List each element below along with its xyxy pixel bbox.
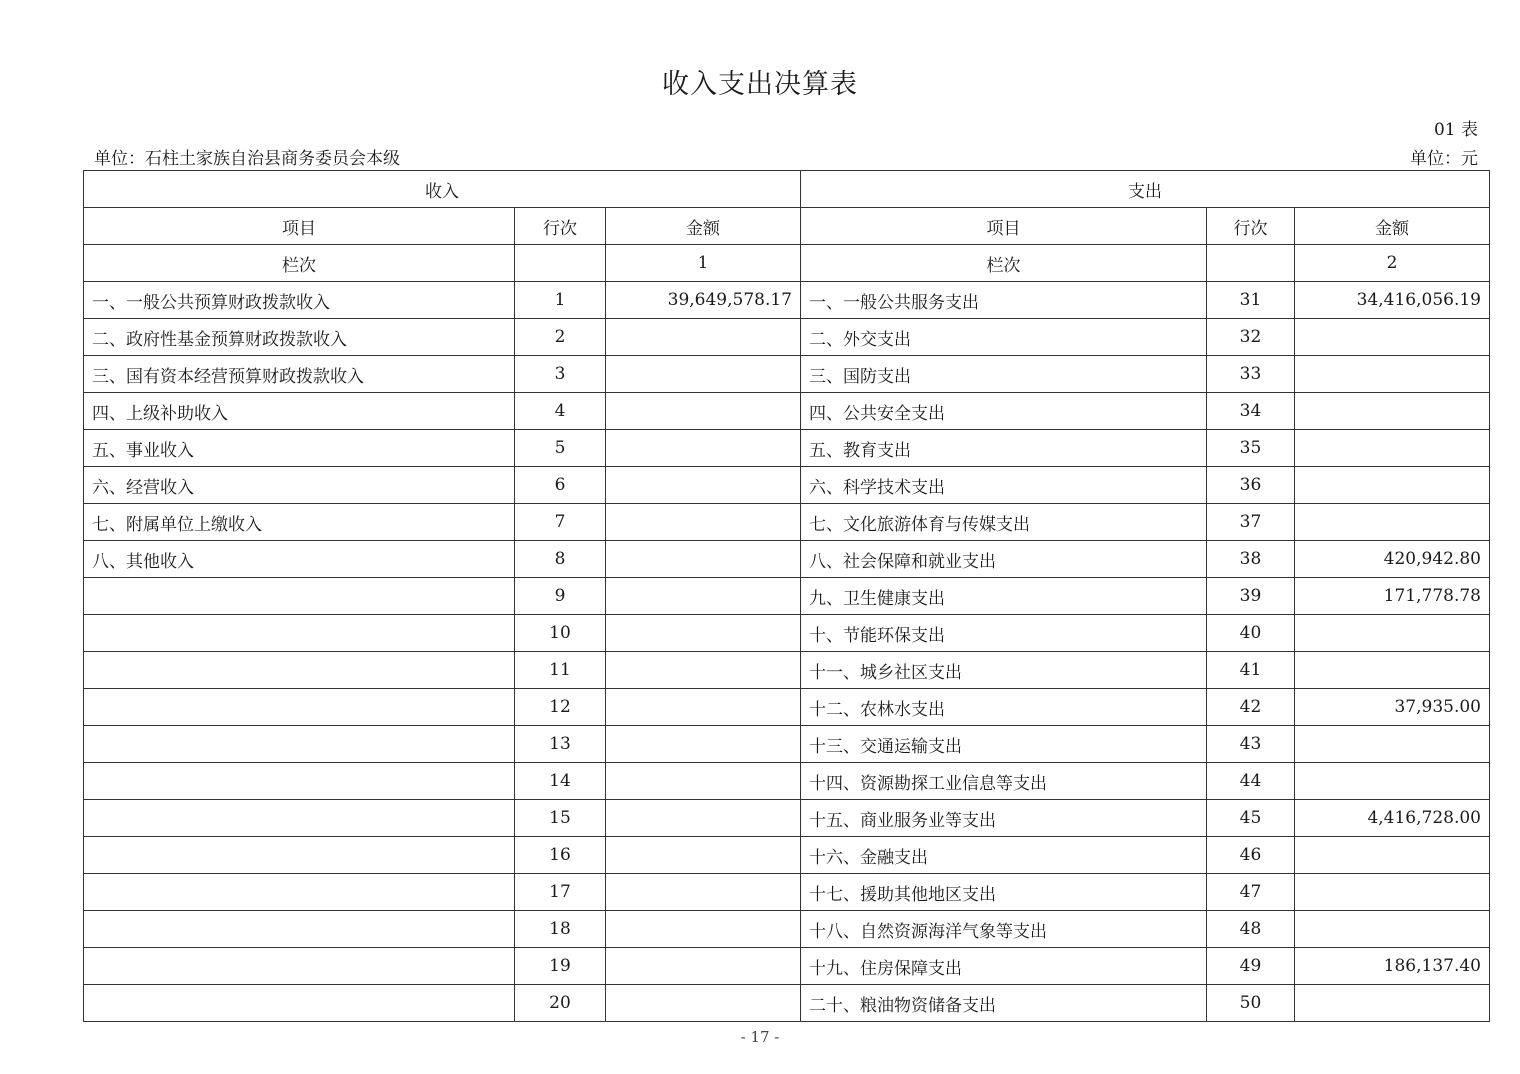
column-header-row bbox=[84, 208, 1490, 245]
income-item-cell: 五、事业收入 bbox=[84, 430, 515, 467]
income-amount-cell bbox=[606, 726, 801, 763]
expense-amount-cell: 34,416,056.19 bbox=[1295, 282, 1490, 319]
expense-row-no-cell: 31 bbox=[1207, 282, 1295, 319]
expense-item-cell: 十一、城乡社区支出 bbox=[801, 652, 1207, 689]
expense-row-no-cell: 44 bbox=[1207, 763, 1295, 800]
income-amount-cell bbox=[606, 874, 801, 911]
income-item-cell: 一、一般公共预算财政拨款收入 bbox=[84, 282, 515, 319]
income-row-no-cell: 16 bbox=[515, 837, 606, 874]
expense-item-cell: 十五、商业服务业等支出 bbox=[801, 800, 1207, 837]
expense-amount-cell bbox=[1295, 652, 1490, 689]
income-amount-cell bbox=[606, 948, 801, 985]
income-expense-table bbox=[83, 170, 1490, 1022]
expense-amount-cell bbox=[1295, 356, 1490, 393]
income-item-cell: 三、国有资本经营预算财政拨款收入 bbox=[84, 356, 515, 393]
expense-amount-cell bbox=[1295, 837, 1490, 874]
income-amount-cell bbox=[606, 541, 801, 578]
expense-item-cell: 十八、自然资源海洋气象等支出 bbox=[801, 911, 1207, 948]
expense-row-no-cell: 38 bbox=[1207, 541, 1295, 578]
table-number: 01 表 bbox=[1433, 120, 1478, 140]
expense-column-label: 栏次 bbox=[801, 245, 1207, 282]
income-item-header: 项目 bbox=[84, 208, 515, 245]
expense-row-no-cell: 37 bbox=[1207, 504, 1295, 541]
expense-amount-cell bbox=[1295, 319, 1490, 356]
expense-amount-cell bbox=[1295, 763, 1490, 800]
income-item-cell bbox=[84, 726, 515, 763]
income-row-no-cell: 3 bbox=[515, 356, 606, 393]
income-amount-cell bbox=[606, 578, 801, 615]
income-item-cell: 二、政府性基金预算财政拨款收入 bbox=[84, 319, 515, 356]
table-row bbox=[84, 541, 1490, 578]
income-amount-cell bbox=[606, 467, 801, 504]
expense-amount-cell bbox=[1295, 911, 1490, 948]
income-row-no-cell: 10 bbox=[515, 615, 606, 652]
table-row bbox=[84, 615, 1490, 652]
expense-section-header: 支出 bbox=[801, 171, 1490, 208]
income-item-cell bbox=[84, 615, 515, 652]
expense-item-cell: 十三、交通运输支出 bbox=[801, 726, 1207, 763]
expense-item-cell: 十、节能环保支出 bbox=[801, 615, 1207, 652]
income-amount-cell bbox=[606, 356, 801, 393]
income-row-no-cell: 11 bbox=[515, 652, 606, 689]
expense-amount-cell bbox=[1295, 467, 1490, 504]
table-row bbox=[84, 282, 1490, 319]
expense-amount-cell bbox=[1295, 430, 1490, 467]
expense-row-no-cell: 45 bbox=[1207, 800, 1295, 837]
income-item-cell bbox=[84, 689, 515, 726]
income-amount-cell bbox=[606, 689, 801, 726]
income-row-no-cell: 17 bbox=[515, 874, 606, 911]
income-amount-cell bbox=[606, 319, 801, 356]
table-row bbox=[84, 911, 1490, 948]
expense-amount-cell: 37,935.00 bbox=[1295, 689, 1490, 726]
expense-row-no-cell: 47 bbox=[1207, 874, 1295, 911]
income-amount-cell bbox=[606, 393, 801, 430]
expense-amount-cell: 186,137.40 bbox=[1295, 948, 1490, 985]
income-item-cell: 八、其他收入 bbox=[84, 541, 515, 578]
income-column-label: 栏次 bbox=[84, 245, 515, 282]
table-row bbox=[84, 393, 1490, 430]
expense-amount-header: 金额 bbox=[1295, 208, 1490, 245]
expense-row-no-cell: 32 bbox=[1207, 319, 1295, 356]
table-row bbox=[84, 430, 1490, 467]
income-column-blank bbox=[515, 245, 606, 282]
unit-organization: 单位：石柱土家族自治县商务委员会本级 bbox=[94, 149, 400, 169]
table-row bbox=[84, 578, 1490, 615]
income-amount-cell bbox=[606, 911, 801, 948]
expense-item-cell: 六、科学技术支出 bbox=[801, 467, 1207, 504]
expense-item-cell: 一、一般公共服务支出 bbox=[801, 282, 1207, 319]
income-row-no-cell: 12 bbox=[515, 689, 606, 726]
expense-row-no-cell: 40 bbox=[1207, 615, 1295, 652]
expense-row-no-cell: 50 bbox=[1207, 985, 1295, 1022]
income-amount-cell: 39,649,578.17 bbox=[606, 282, 801, 319]
income-row-no-cell: 2 bbox=[515, 319, 606, 356]
expense-item-cell: 三、国防支出 bbox=[801, 356, 1207, 393]
expense-amount-cell: 420,942.80 bbox=[1295, 541, 1490, 578]
expense-row-no-cell: 49 bbox=[1207, 948, 1295, 985]
expense-item-header: 项目 bbox=[801, 208, 1207, 245]
page-number: - 17 - bbox=[740, 1028, 780, 1046]
expense-amount-cell: 4,416,728.00 bbox=[1295, 800, 1490, 837]
income-amount-cell bbox=[606, 800, 801, 837]
income-item-cell bbox=[84, 985, 515, 1022]
table-row bbox=[84, 689, 1490, 726]
expense-amount-cell bbox=[1295, 393, 1490, 430]
expense-column-number: 2 bbox=[1295, 245, 1490, 282]
expense-item-cell: 十二、农林水支出 bbox=[801, 689, 1207, 726]
expense-amount-cell: 171,778.78 bbox=[1295, 578, 1490, 615]
expense-item-cell: 二、外交支出 bbox=[801, 319, 1207, 356]
income-item-cell: 七、附属单位上缴收入 bbox=[84, 504, 515, 541]
expense-row-no-cell: 48 bbox=[1207, 911, 1295, 948]
income-row-no-cell: 1 bbox=[515, 282, 606, 319]
income-row-no-header: 行次 bbox=[515, 208, 606, 245]
expense-row-no-cell: 41 bbox=[1207, 652, 1295, 689]
table-row bbox=[84, 874, 1490, 911]
expense-item-cell: 九、卫生健康支出 bbox=[801, 578, 1207, 615]
income-amount-cell bbox=[606, 615, 801, 652]
income-section-header: 收入 bbox=[84, 171, 801, 208]
income-row-no-cell: 15 bbox=[515, 800, 606, 837]
income-row-no-cell: 18 bbox=[515, 911, 606, 948]
expense-item-cell: 七、文化旅游体育与传媒支出 bbox=[801, 504, 1207, 541]
expense-column-blank bbox=[1207, 245, 1295, 282]
income-row-no-cell: 5 bbox=[515, 430, 606, 467]
table-row bbox=[84, 800, 1490, 837]
income-amount-cell bbox=[606, 985, 801, 1022]
income-item-cell bbox=[84, 578, 515, 615]
expense-item-cell: 十四、资源勘探工业信息等支出 bbox=[801, 763, 1207, 800]
income-amount-cell bbox=[606, 652, 801, 689]
expense-amount-cell bbox=[1295, 615, 1490, 652]
income-row-no-cell: 7 bbox=[515, 504, 606, 541]
expense-row-no-cell: 35 bbox=[1207, 430, 1295, 467]
income-item-cell bbox=[84, 837, 515, 874]
income-row-no-cell: 13 bbox=[515, 726, 606, 763]
income-row-no-cell: 8 bbox=[515, 541, 606, 578]
income-amount-cell bbox=[606, 763, 801, 800]
expense-item-cell: 二十、粮油物资储备支出 bbox=[801, 985, 1207, 1022]
income-row-no-cell: 4 bbox=[515, 393, 606, 430]
expense-row-no-cell: 36 bbox=[1207, 467, 1295, 504]
income-item-cell bbox=[84, 948, 515, 985]
income-item-cell: 四、上级补助收入 bbox=[84, 393, 515, 430]
income-amount-cell bbox=[606, 837, 801, 874]
expense-row-no-header: 行次 bbox=[1207, 208, 1295, 245]
expense-item-cell: 十七、援助其他地区支出 bbox=[801, 874, 1207, 911]
unit-currency: 单位：元 bbox=[1410, 149, 1478, 169]
expense-row-no-cell: 39 bbox=[1207, 578, 1295, 615]
table-row bbox=[84, 985, 1490, 1022]
expense-amount-cell bbox=[1295, 874, 1490, 911]
income-item-cell bbox=[84, 911, 515, 948]
expense-row-no-cell: 42 bbox=[1207, 689, 1295, 726]
page-title: 收入支出决算表 bbox=[662, 69, 858, 100]
expense-item-cell: 十九、住房保障支出 bbox=[801, 948, 1207, 985]
section-header-row bbox=[84, 171, 1490, 208]
expense-row-no-cell: 33 bbox=[1207, 356, 1295, 393]
income-amount-cell bbox=[606, 430, 801, 467]
expense-amount-cell bbox=[1295, 504, 1490, 541]
expense-amount-cell bbox=[1295, 985, 1490, 1022]
expense-row-no-cell: 46 bbox=[1207, 837, 1295, 874]
income-item-cell bbox=[84, 763, 515, 800]
income-amount-cell bbox=[606, 504, 801, 541]
income-row-no-cell: 14 bbox=[515, 763, 606, 800]
expense-item-cell: 十六、金融支出 bbox=[801, 837, 1207, 874]
expense-item-cell: 八、社会保障和就业支出 bbox=[801, 541, 1207, 578]
expense-row-no-cell: 34 bbox=[1207, 393, 1295, 430]
income-item-cell bbox=[84, 800, 515, 837]
expense-item-cell: 五、教育支出 bbox=[801, 430, 1207, 467]
income-amount-header: 金额 bbox=[606, 208, 801, 245]
table-row bbox=[84, 504, 1490, 541]
table-row bbox=[84, 726, 1490, 763]
income-column-number: 1 bbox=[606, 245, 801, 282]
income-item-cell bbox=[84, 652, 515, 689]
income-row-no-cell: 6 bbox=[515, 467, 606, 504]
income-row-no-cell: 20 bbox=[515, 985, 606, 1022]
expense-amount-cell bbox=[1295, 726, 1490, 763]
column-number-row bbox=[84, 245, 1490, 282]
income-row-no-cell: 19 bbox=[515, 948, 606, 985]
expense-item-cell: 四、公共安全支出 bbox=[801, 393, 1207, 430]
income-row-no-cell: 9 bbox=[515, 578, 606, 615]
expense-row-no-cell: 43 bbox=[1207, 726, 1295, 763]
table-row bbox=[84, 948, 1490, 985]
table-row bbox=[84, 763, 1490, 800]
table-row bbox=[84, 356, 1490, 393]
table-row bbox=[84, 837, 1490, 874]
income-item-cell: 六、经营收入 bbox=[84, 467, 515, 504]
table-row bbox=[84, 652, 1490, 689]
table-row bbox=[84, 319, 1490, 356]
table-row bbox=[84, 467, 1490, 504]
income-item-cell bbox=[84, 874, 515, 911]
